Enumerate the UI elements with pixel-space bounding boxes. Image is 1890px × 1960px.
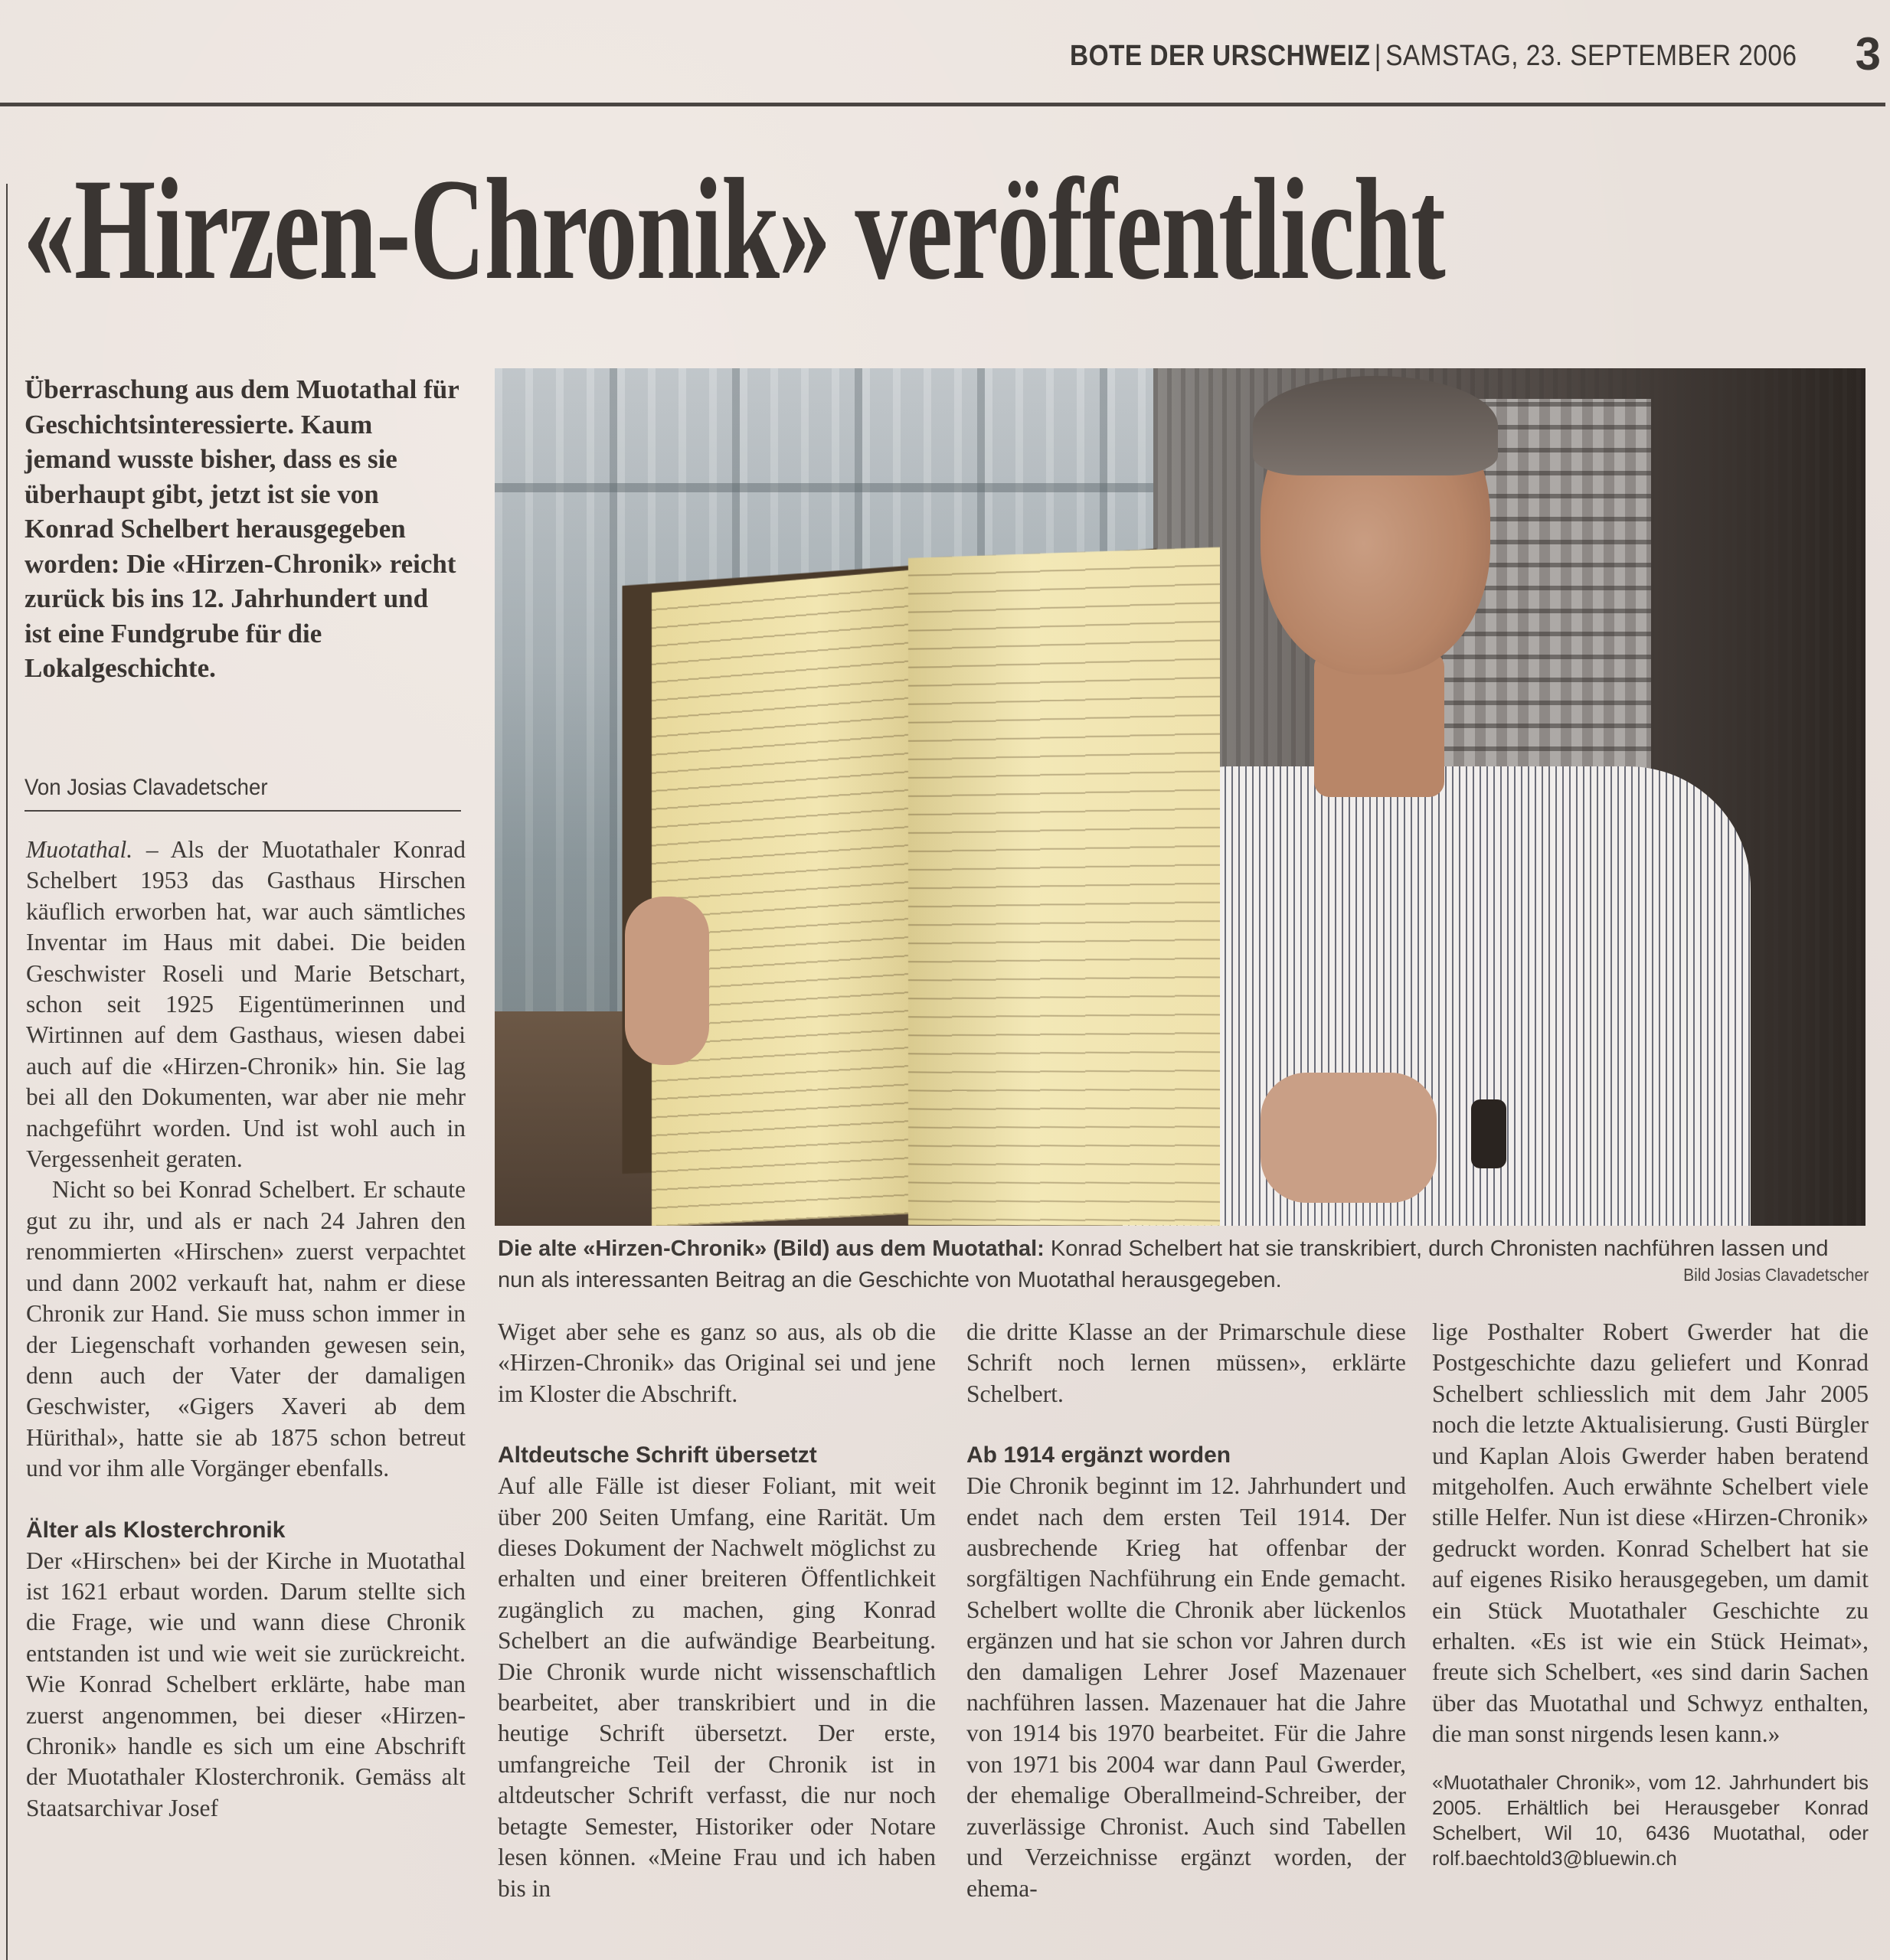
subheading: Älter als Klosterchronik [26,1517,286,1543]
column-rule [6,184,8,1960]
subheading: Ab 1914 ergänzt worden [966,1442,1231,1468]
book-right-page [908,547,1220,1226]
header-separator: | [1374,40,1382,72]
caption-text: Konrad Schelbert hat sie transkribiert, durch Chronisten nachführen lassen und nun als interessanten Beitrag an die Geschichte von Muotathal herausgegeben. [498,1236,1829,1292]
article-column-2 [498,1317,936,1904]
photo-open-chronicle-book [622,500,1164,1226]
page-number: 3 [1855,28,1881,80]
photo-caption [498,1233,1869,1296]
photo-left-hand [625,897,709,1065]
dateline: Muotathal. [26,836,133,863]
body-paragraph: lige Posthalter Robert Gwerder hat die Postgeschichte dazu geliefert und Konrad Schelbert schliesslich mit dem Jahr 2005 noch die letzte Aktualisierung. Gusti Bürgler und Kaplan Alois Gwerder haben beratend mitgeholfen. Auch erwähnte Schelbert viele stille Helfer. Nun ist diese «Hirzen-Chronik» gedruckt worden. Konrad Schelbert hat sie auf eigenes Risiko herausgegeben, um damit ein Stück Muotathaler Geschichte zu erhalten. «Es ist wie ein Stück Heimat», freute sich Schelbert, «es sind darin Sachen über das Muotathal und Schwyz enthalten, die man sonst nirgends lesen kann.» [1432,1318,1869,1748]
subheading: Altdeutsche Schrift übersetzt [498,1442,817,1468]
body-paragraph [26,835,466,1174]
article-headline: «Hirzen-Chronik» veröffentlicht [23,149,1445,310]
article-photo [495,368,1865,1226]
photo-hair [1253,376,1498,475]
photo-wristwatch [1471,1099,1506,1168]
body-paragraph: Wiget aber sehe es ganz so aus, als ob die «Hirzen-Chronik» das Original sei und jene im Kloster die Abschrift. [498,1318,936,1407]
spacer [26,1485,466,1515]
header-rule [0,103,1885,106]
article-lead: Überraschung aus dem Muotathal für Geschichtsinteressierte. Kaum jemand wusste bisher, dass es sie überhaupt gibt, jetzt ist sie von Konrad Schelbert herausgegeben worden: Die «Hirzen-Chronik» reicht zurück bis ins 12. Jahrhundert und ist eine Fundgrube für die Lokalgeschichte. [25,374,459,683]
body-paragraph: Die Chronik beginnt im 12. Jahrhundert und endet nach dem ersten Teil 1914. Der ausbrechende Krieg hat offenbar der sorgfältigen Nachführung ein Ende gemacht. Schelbert wollte die Chronik aber lückenlos ergänzen und hat sie schon vor Jahren durch den damaligen Lehrer Josef Mazenauer nachführen lassen. Mazenauer hat die Jahre von 1914 bis 1970 bearbeitet. Für die Jahre von 1971 bis 2004 war dann Paul Gwerder, der ehemalige Oberallmeind-Schreiber, der zuverlässige Chronist. Auch sind Tabellen und Verzeichnisse ergänzt worden, der ehema- [966,1472,1406,1902]
spacer [498,1410,936,1440]
book-left-page [652,568,931,1226]
running-header [221,40,1844,73]
photo-right-hand [1261,1073,1437,1203]
issue-date: SAMSTAG, 23. SEPTEMBER 2006 [1385,40,1797,72]
paragraph-text: – Als der Muotathaler Konrad Schelbert 1953 das Gasthaus Hirschen käuflich erworben hat, war auch sämtliches Inventar im Haus mit dabei. Die beiden Geschwister Roseli und Marie Betschart, schon seit 1925 Eigentümerinnen und Wirtinnen auf dem Gasthaus, wiesen dabei auch auf die «Hirzen-Chronik» hin. Sie lag bei all den Dokumenten, war aber nie mehr nachgeführt worden. Und ist wohl auch in Vergessenheit geraten. [26,836,466,1173]
spacer [966,1410,1406,1440]
caption-title: Die alte «Hirzen-Chronik» (Bild) aus dem Muotathal: [498,1236,1045,1261]
body-paragraph: Auf alle Fälle ist dieser Foliant, mit weit über 200 Seiten Umfang, eine Rarität. Um dieses Dokument der Nachwelt möglichst zu erhalten und einer breiteren Öffentlichkeit zugänglich zu machen, ging Konrad Schelbert an die aufwändige Bearbeitung. Die Chronik wurde nicht wissenschaftlich bearbeitet, aber transkribiert und in die heutige Schrift übersetzt. Der erste, umfangreiche Teil der Chronik ist in altdeutscher Schrift verfasst, die nur noch betagte Semester, Historiker oder Notare lesen können. «Meine Frau und ich haben bis in [498,1472,936,1902]
body-paragraph: Der «Hirschen» bei der Kirche in Muotathal ist 1621 erbaut worden. Darum stellte sich die Frage, wie und wann diese Chronik entstanden ist und wie weit sie zurückreicht. Wie Konrad Schelbert erklärte, habe man zuerst angenommen, bei dieser «Hirzen-Chronik» handle es sich um eine Abschrift der Muotathaler Klosterchronik. Gemäss alt Staatsarchivar Josef [26,1547,466,1821]
book-info-box: «Muotathaler Chronik», vom 12. Jahrhundert bis 2005. Erhältlich bei Herausgeber Konrad Schelbert, Wil 10, 6436 Muotathal, oder rolf.baechtold3@bluewin.ch [1432,1770,1869,1870]
article-column-4 [1432,1317,1869,1871]
article-column-3 [966,1317,1406,1904]
body-paragraph: Nicht so bei Konrad Schelbert. Er schaute gut zu ihr, und als er nach 24 Jahren den renommierten «Hirschen» zuerst verpachtet und dann 2002 verkauft hat, nahm er diese Chronik zur Hand. Sie muss schon immer in der Liegenschaft vorhanden gewesen sein, denn auch der Vater der damaligen Geschwister, «Gigers Xaveri ab dem Hürithal», hatte sie ab 1875 schon betreut und vor ihm alle Vorgänger ebenfalls. [26,1176,466,1482]
publication-name: BOTE DER URSCHWEIZ [1070,40,1371,72]
byline-rule [25,810,461,812]
article-column-1 [26,835,466,1824]
body-paragraph: die dritte Klasse an der Primarschule diese Schrift noch lernen müssen», erklärte Schelbert. [966,1318,1406,1407]
photo-credit: Bild Josias Clavadetscher [1682,1265,1869,1285]
byline: Von Josias Clavadetscher [25,775,268,800]
